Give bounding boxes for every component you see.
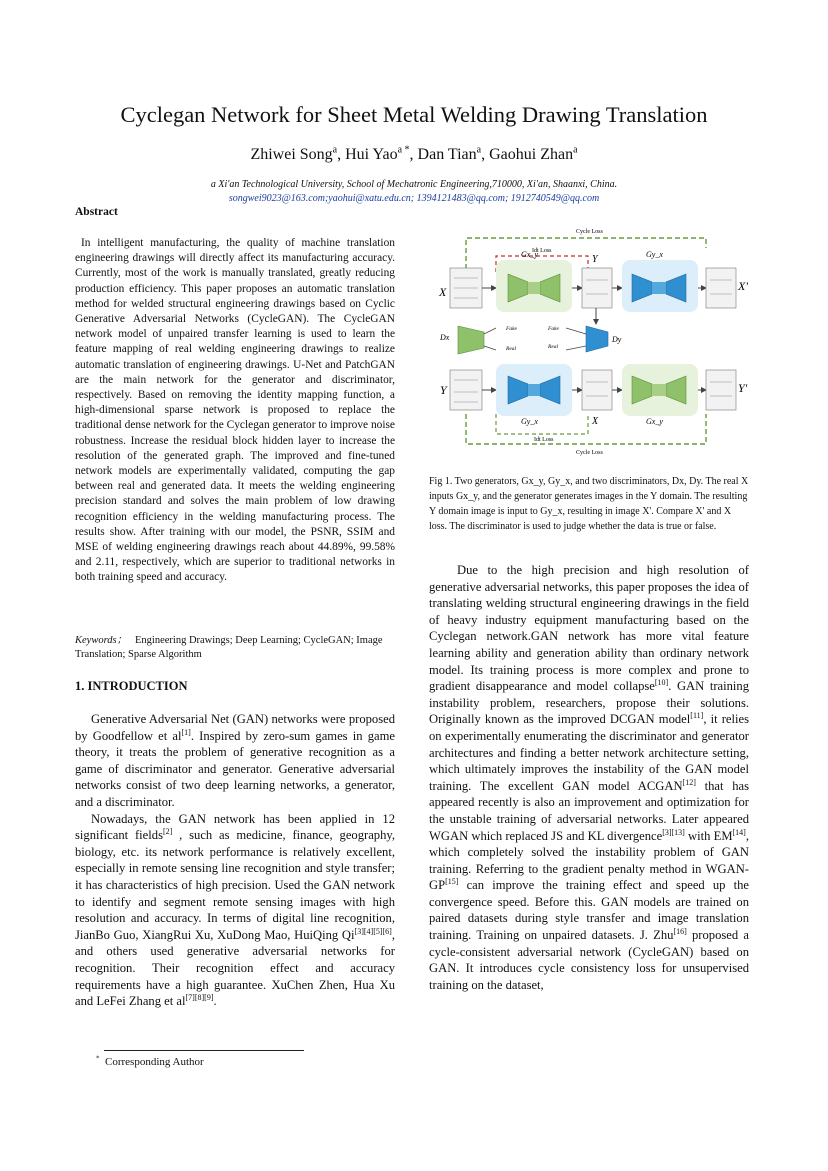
text-run: . GAN training instability problem, researchers, propose their solutions. Originally known as the improved DCGAN model	[429, 679, 749, 727]
author: Hui Yao	[345, 146, 398, 163]
cycle-loss-path-bottom	[466, 414, 706, 444]
text-run: , which completely solved the instability problem of GAN training. Referring to the gradient penalty method in WGAN-GP	[429, 828, 749, 893]
label-gyx-bottom: Gy_x	[521, 417, 538, 426]
text-run: can improve the training effect and speed up the convergence speed. Before this. GAN models are trained on paired datasets during style transfer and image translation training. Training on unpaired datasets. J. Zhu	[429, 878, 749, 943]
cycle-loss-label-bottom: Cycle Loss	[576, 450, 603, 456]
footnote-text: Corresponding Author	[105, 1056, 204, 1068]
author-list: Zhiwei Song$^a$, Hui Yao$^{a *}$, Dan Tian$^a$, Gaohui Zhan$^a$	[250, 144, 578, 163]
label-yprime: Y'	[738, 381, 748, 395]
text-run: , it relies on experimentally enumerating the discriminator and generator architectures and finding a better network architecture setting, which ultimately improves the instability of the GAN model training. The excellent GAN model ACGAN	[429, 712, 750, 793]
citation[interactable]: [16]	[673, 926, 687, 936]
citation[interactable]: [1]	[181, 727, 191, 737]
figure-cyclegan-diagram	[436, 224, 754, 458]
citation[interactable]: [10]	[654, 677, 669, 687]
real-label-right: Real	[548, 344, 559, 350]
drawing-thumb-y	[450, 370, 482, 410]
text-run: , such as medicine, finance, geography, biology, etc. its network performance is relatively excellent, especially in remote sensing line recognition and style transfer; it has characteristics of high precision. Used the GAN network to identify and segment remote sensing images with high resolution and accuracy. In terms of digital line recognition, JianBo Guo, XiangRui Xu, XuDong Mao, HuiQing Qi	[75, 828, 396, 942]
cycle-loss-label-top: Cycle Loss	[576, 229, 603, 235]
label-x-bottom: X	[592, 416, 599, 427]
keywords	[75, 634, 395, 662]
author-sup: a	[332, 144, 338, 156]
introduction-body	[75, 711, 395, 1010]
text-run: Due to the high precision and high resolution of generative adversarial networks, this paper proposes the idea of translating welding structural engineering drawings in the field of heavy industry equipment manufacturing based on the Cyclegan network.GAN network has more vital feature learning ability and generation ability than ordinary network model. Its training process is more complex and prone to gradient disappearance and model collapse	[429, 563, 749, 694]
figure-caption: Fig 1. Two generators, Gx_y, Gy_x, and two discriminators, Dx, Dy. The real X inputs Gx_y, and the generator generates images in the Y domain. The resulting Y domain image is input to Gy_x, resulting in image X'. Compare X' and X loss. The discriminator is used to judge whether the data is true or false.	[429, 476, 749, 532]
label-gyx-top: Gy_x	[646, 250, 663, 259]
author: Zhiwei Song	[250, 146, 333, 163]
discriminator-dx	[458, 326, 484, 354]
idt-loss-label-top: Idt Loss	[532, 248, 552, 254]
idt-loss-label-bottom: Idt Loss	[534, 437, 554, 443]
text-run: .	[213, 994, 217, 1009]
text-run: Generative Adversarial Net (GAN) networks were proposed by Goodfellow et al	[75, 712, 395, 743]
citation[interactable]: [15]	[445, 877, 459, 887]
text-run: that has appeared recently is also an improvement and optimization for the unstable training of adversarial networks. Later appeared WGAN which replaced JS and KL divergence	[429, 778, 749, 843]
citation[interactable]: [11]	[690, 711, 704, 721]
keywords-label: Keywords；	[75, 635, 128, 646]
label-y-top: Y	[592, 254, 598, 265]
author-emails[interactable]: songwei9023@163.com;yaohui@xatu.edu.cn; 1394121483@qq.com; 1912740549@qq.com	[228, 193, 600, 204]
abstract-text: In intelligent manufacturing, the quality of machine translation engineering drawings will directly affect its manufacturing accuracy. Currently, most of the work is manually translated, greatly reducing production efficiency. This paper proposes an automatic translation method for welded structural engineering drawings based on Cyclic Generative Adversarial Networks (CycleGAN). The CycleGAN network model of unpaired transfer learning is used to learn the feature mapping of real welding engineering drawings to realize automatic translation of engineering drawings. U-Net and PatchGAN are the main network for the generator and discriminator, respectively. Based on removing the identity mapping function, a high-dimensional sparse network is proposed to replace the traditional dense network for the Cyclegan generator to improve noise robustness. Increase the residual block hidden layer to increase the resolution of the generated graph. The improved and fine-tuned network models are experimentally validated, computing the gap between real and generated data. It meets the welding engineering precision standard and solves the main problem of low drawing recognition efficiency in the welding manufacturing process. The results show. After training with our model, the PSNR, SSIM and MSE of welding engineering drawings reach about 44.89%, 99.58% and 2.11, respectively, which are superior to traditional networks in both training speed and accuracy.	[75, 237, 395, 584]
drawing-thumb-yprime	[706, 370, 736, 410]
label-x: X	[439, 285, 447, 299]
real-label-left: Real	[506, 346, 517, 352]
author: Dan Tian	[417, 146, 477, 163]
text-run: with EM	[684, 828, 733, 843]
paragraph	[75, 711, 395, 811]
footnote-mark: *	[96, 1054, 100, 1063]
label-xprime: X'	[738, 279, 748, 293]
citation[interactable]: [7][8][9]	[185, 992, 214, 1002]
author-sup: a	[476, 144, 482, 156]
label-dy: Dy	[612, 335, 622, 344]
drawing-thumb-x-generated	[582, 370, 612, 410]
author-sup: a *	[397, 144, 410, 156]
section-heading-introduction: 1. INTRODUCTION	[75, 679, 188, 693]
right-column-body	[429, 562, 749, 993]
text-run: . Inspired by zero-sum games in game theory, it treats the problem of generative recognition as a game of discriminator and generator. Generative adversarial networks consist of two deep learning networks, a generator, and a discriminator.	[75, 728, 396, 809]
drawing-thumb-xprime	[706, 268, 736, 308]
footnote	[96, 1056, 204, 1068]
fake-label-left: Fake	[506, 326, 517, 332]
abstract-heading: Abstract	[75, 206, 118, 218]
text-run: , and others used generative adversarial networks for recognition. Their recognition effect and accuracy requirements have a high guarantee. XuChen Zhen, Hua Xu and LeFei Zhang et al	[75, 927, 395, 1009]
author-sup: a	[573, 144, 578, 156]
text-run: Nowadays, the GAN network has been applied in 12 significant fields	[75, 811, 395, 843]
idt-loss-path-bottom	[496, 414, 588, 434]
label-dx: Dx	[440, 333, 450, 342]
label-gxy: Gx_y	[521, 250, 538, 259]
citation[interactable]: [3][4][5][6]	[354, 926, 392, 936]
keywords-text: Engineering Drawings; Deep Learning; CycleGAN; Image Translation; Sparse Algorithm	[75, 635, 383, 660]
citation[interactable]: [14]	[732, 827, 746, 837]
citation[interactable]: [3][13]	[662, 827, 685, 837]
affiliation: a Xi'an Technological University, School of Mechatronic Engineering,710000, Xi'an, Shaanxi, China.	[210, 179, 618, 190]
paragraph	[429, 562, 749, 993]
author: Gaohui Zhan	[489, 146, 574, 163]
paper-title: Cyclegan Network for Sheet Metal Welding Drawing Translation	[120, 102, 708, 127]
label-gxy-bottom: Gx_y	[646, 417, 663, 426]
footnote-rule	[104, 1050, 304, 1051]
label-y: Y	[440, 383, 447, 397]
discriminator-dy	[586, 326, 608, 352]
paragraph	[75, 811, 395, 1010]
citation[interactable]: [12]	[682, 777, 696, 787]
citation[interactable]: [2]	[162, 826, 173, 836]
fake-label-right: Fake	[548, 326, 559, 332]
drawing-thumb-y-generated	[582, 268, 612, 308]
text-run: proposed a cycle-consistent adversarial network (CycleGAN) based on GAN. It introduces cycle consistency loss for unsupervised training on the dataset,	[429, 928, 749, 992]
